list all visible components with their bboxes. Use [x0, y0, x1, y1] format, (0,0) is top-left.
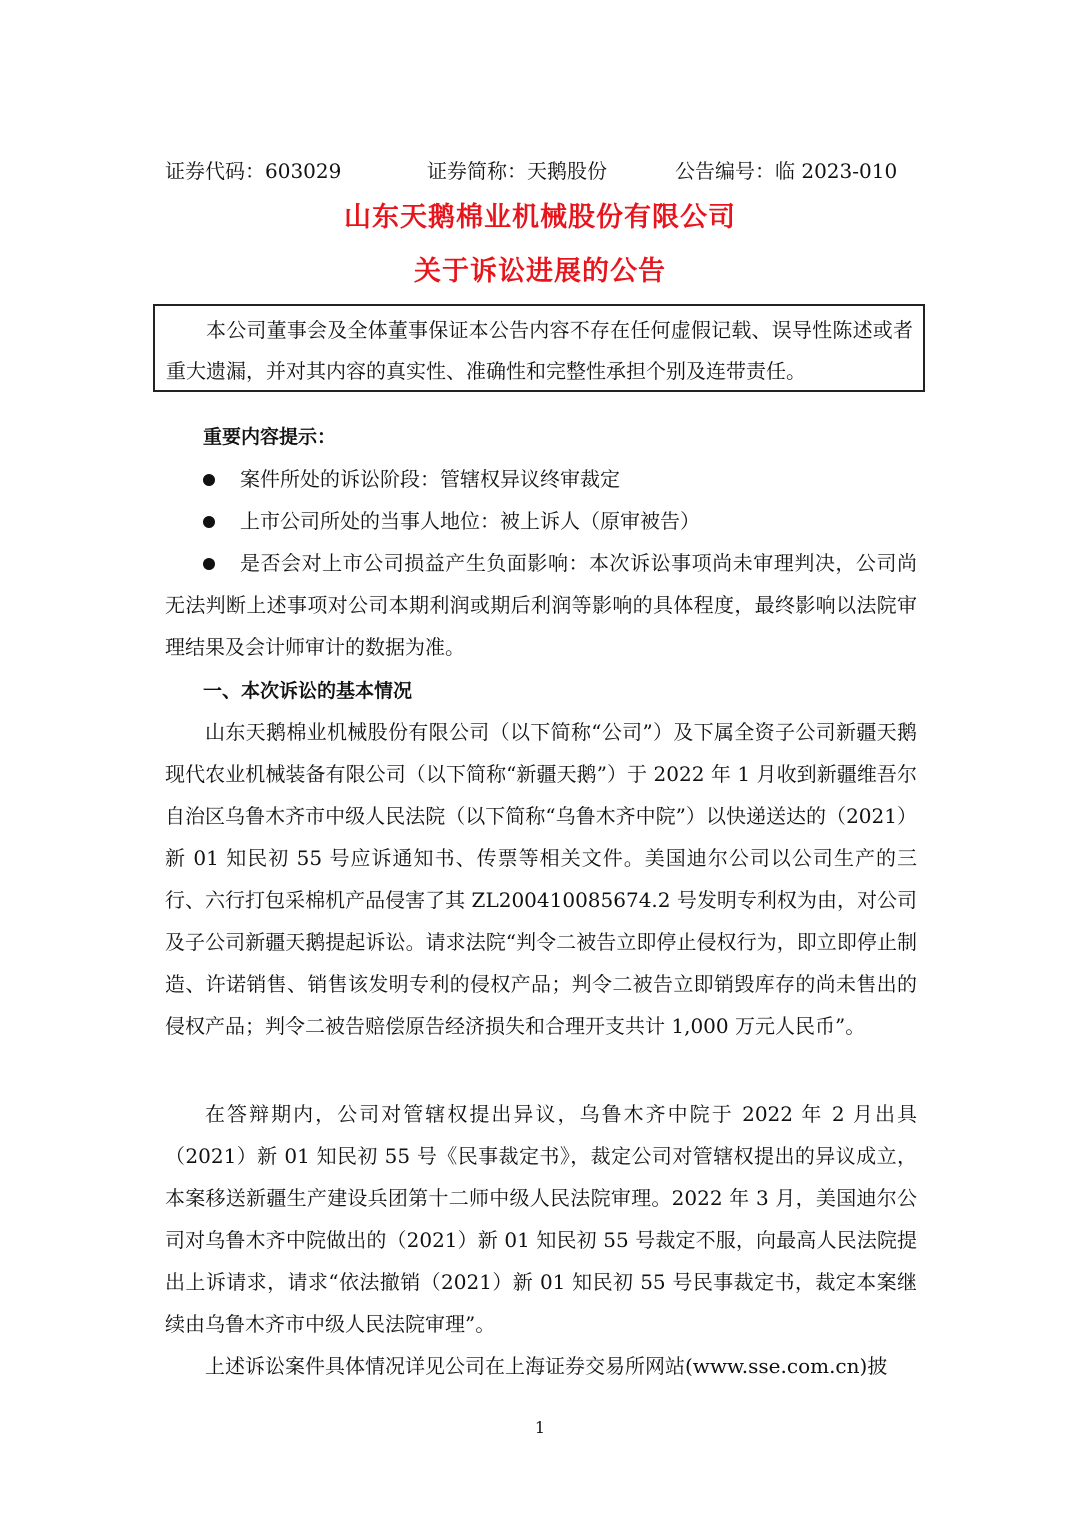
announcement-subject: 关于诉讼进展的公告 — [414, 256, 666, 287]
tips-heading: 重要内容提示： — [203, 426, 337, 448]
paragraph-text: 山东天鹅棉业机械股份有限公司（以下简称“公司”）及下属全资子公司新疆天鹅现代农业机械装备有限公司（以下简称“新疆天鹅”）于 2022 年 1 月收到新疆维吾尔自治区乌鲁木齐市中级人民法院（以下简称“乌鲁木齐中院”）以快递送达的（2021）新 01 知民初 55 号应诉通知书、传票等相关文件。美国迪尔公司以公司生产的三行、六行打包采棉机产品侵害了其 ZL200410085674.2 号发明专利权为由，对公司及子公司新疆天鹅提起诉讼。请求法院“判令二被告立即停止侵权行为，即立即停止制造、许诺销售、销售该发明专利的侵权产品；判令二被告立即销毁库存的尚未售出的侵权产品；判令二被告赔偿原告经济损失和合理开支共计 1,000 万元人民币”。 — [165, 720, 917, 1038]
security-abbreviation: 证券简称：天鹅股份 — [427, 159, 607, 183]
bullet-icon — [203, 474, 215, 486]
section-paragraph — [165, 1093, 917, 1345]
tip-text: 是否会对上市公司损益产生负面影响：本次诉讼事项尚未审理判决，公司尚无法判断上述事项对公司本期利润或期后利润等影响的具体程度，最终影响以法院审理结果及会计师审计的数据为准。 — [165, 551, 917, 659]
section-paragraph — [165, 711, 917, 1047]
announcement-header — [165, 155, 925, 187]
paragraph-text: 在答辩期内，公司对管辖权提出异议，乌鲁木齐中院于 2022 年 2 月出具（2021）新 01 知民初 55 号《民事裁定书》，裁定公司对管辖权提出的异议成立，本案移送新疆生产建设兵团第十二师中级人民法院审理。2022 年 3 月，美国迪尔公司对乌鲁木齐中院做出的（2021）新 01 知民初 55 号裁定不服，向最高人民法院提出上诉请求，请求“依法撤销（2021）新 01 知民初 55 号民事裁定书，裁定本案继续由乌鲁木齐市中级人民法院审理”。 — [165, 1102, 917, 1336]
section-paragraph — [165, 1345, 917, 1387]
page-number: 1 — [534, 1418, 546, 1437]
tip-item — [165, 542, 917, 668]
paragraph-text: 上述诉讼案件具体情况详见公司在上海证券交易所网站(www.sse.com.cn)披 — [205, 1354, 888, 1378]
tip-text: 上市公司所处的当事人地位：被上诉人（原审被告） — [240, 509, 700, 533]
announcement-number: 公告编号：临 2023-010 — [675, 159, 898, 183]
bullet-icon — [203, 516, 215, 528]
tip-text: 案件所处的诉讼阶段：管辖权异议终审裁定 — [240, 467, 620, 491]
bullet-icon — [203, 558, 215, 570]
section-heading: 一、本次诉讼的基本情况 — [203, 680, 413, 702]
disclaimer-text: 本公司董事会及全体董事保证本公告内容不存在任何虚假记载、误导性陈述或者重大遗漏，并对其内容的真实性、准确性和完整性承担个别及连带责任。 — [166, 318, 913, 383]
company-title: 山东天鹅棉业机械股份有限公司 — [344, 202, 736, 233]
security-code: 证券代码：603029 — [165, 159, 342, 183]
disclaimer-box — [153, 304, 925, 392]
